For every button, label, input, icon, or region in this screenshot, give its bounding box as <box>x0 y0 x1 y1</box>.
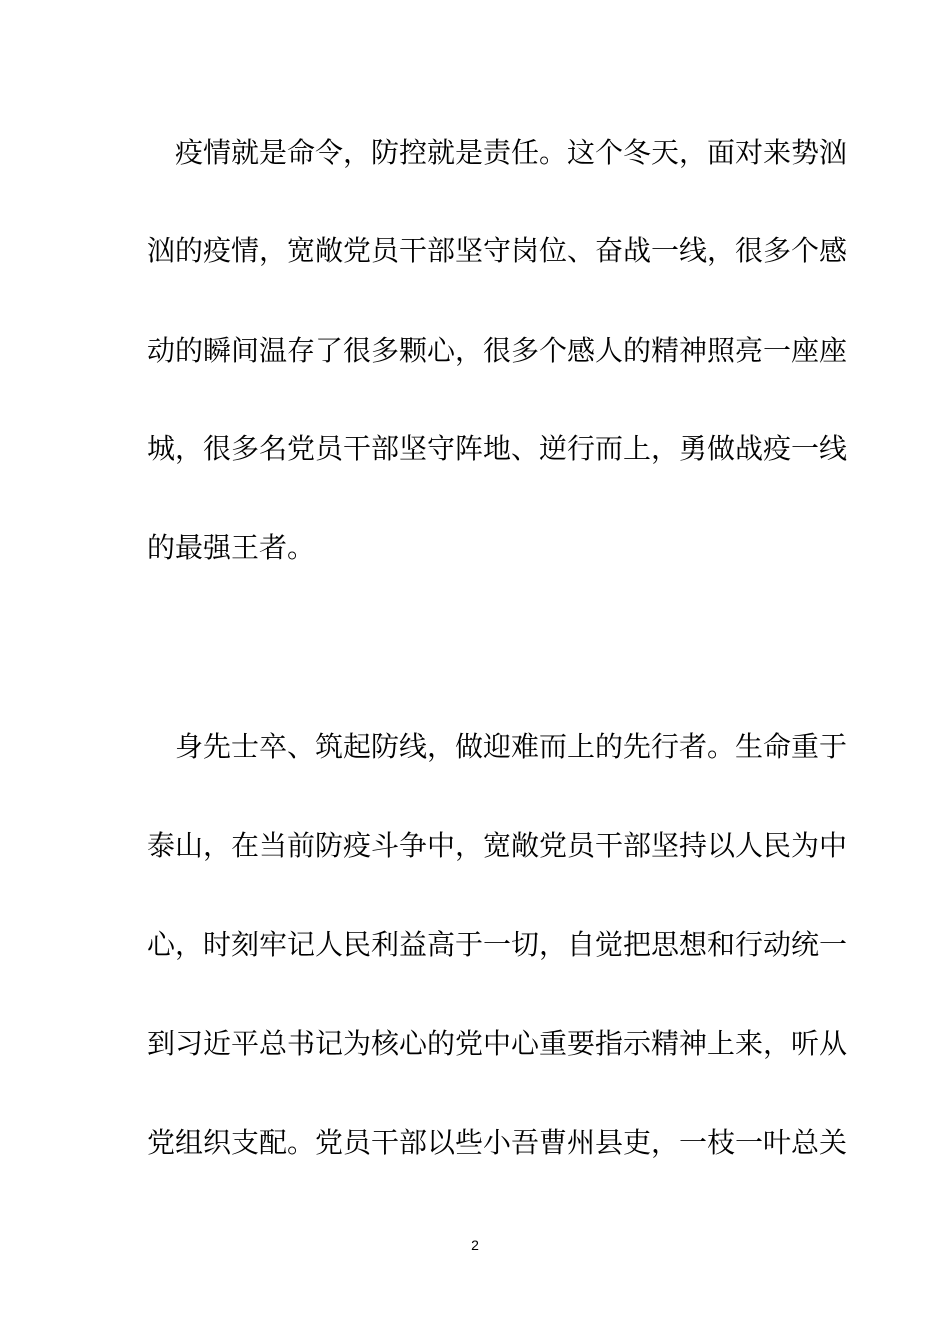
paragraph-line: 泰山，在当前防疫斗争中，宽敞党员干部坚持以人民为中 <box>147 829 848 862</box>
paragraph-line: 城，很多名党员干部坚守阵地、逆行而上，勇做战疫一线 <box>147 432 848 465</box>
paragraph-line: 党组织支配。党员干部以些小吾曹州县吏，一枝一叶总关 <box>147 1126 848 1159</box>
paragraph-line: 到习近平总书记为核心的党中心重要指示精神上来，听从 <box>147 1027 848 1060</box>
paragraph-line: 疫情就是命令，防控就是责任。这个冬天，面对来势汹 <box>175 136 848 169</box>
paragraph-line: 汹的疫情，宽敞党员干部坚守岗位、奋战一线，很多个感 <box>147 234 848 267</box>
page-number: 2 <box>471 1237 479 1253</box>
paragraph-line: 心，时刻牢记人民利益高于一切，自觉把思想和行动统一 <box>147 928 848 961</box>
paragraph-line: 动的瞬间温存了很多颗心，很多个感人的精神照亮一座座 <box>147 334 848 367</box>
paragraph-line: 的最强王者。 <box>147 531 316 564</box>
paragraph-line: 身先士卒、筑起防线，做迎难而上的先行者。生命重于 <box>175 730 848 763</box>
